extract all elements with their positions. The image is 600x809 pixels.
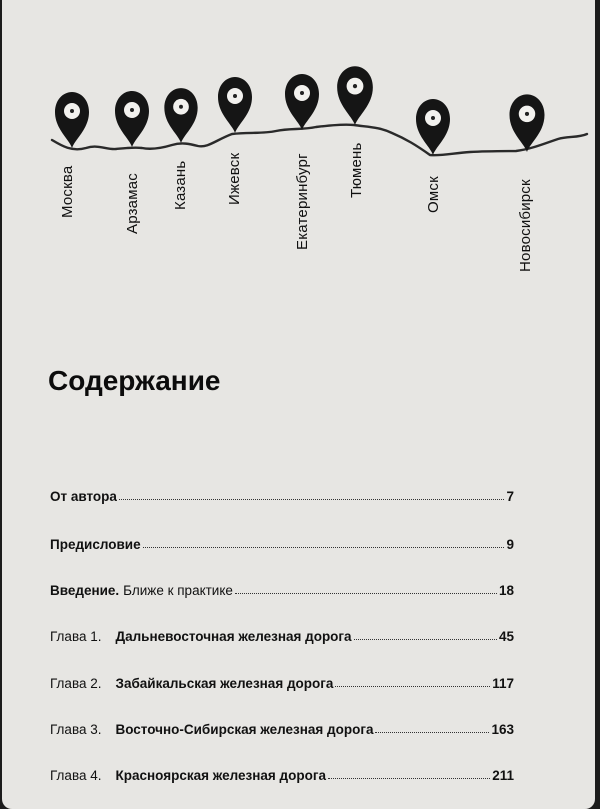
map-pin-icon xyxy=(337,66,373,125)
leader-dots xyxy=(354,639,497,640)
city-label-omsk: Омск xyxy=(425,176,442,213)
toc-entry-title: Забайкальская железная дорога xyxy=(115,676,334,691)
toc-entry-title: Предисловие xyxy=(50,537,141,552)
toc-entry-title: Восточно-Сибирская железная дорога xyxy=(115,722,374,737)
leader-dots xyxy=(143,547,505,548)
map-pin-icon xyxy=(218,77,252,133)
map-pin-icon xyxy=(509,94,544,152)
toc-entry-page: 7 xyxy=(506,489,514,504)
toc-entry-title: От автора xyxy=(50,489,117,504)
toc-entry-page: 45 xyxy=(498,629,514,644)
toc-entry[interactable] xyxy=(50,671,514,691)
city-label-moscow: Москва xyxy=(59,165,76,218)
city-label-izhevsk: Ижевск xyxy=(226,152,243,205)
toc-entry-title: Введение. xyxy=(50,583,120,598)
toc-entry-chapter: Глава 3. xyxy=(50,722,102,737)
city-label-tyumen: Тюмень xyxy=(348,142,365,198)
leader-dots xyxy=(119,499,505,500)
map-pin-icon xyxy=(55,92,89,148)
toc-entry-title: Дальневосточная железная дорога xyxy=(115,629,352,644)
leader-dots xyxy=(235,593,497,594)
leader-dots xyxy=(335,686,490,687)
map-pin-icon xyxy=(285,74,319,130)
toc-entry[interactable] xyxy=(50,763,514,783)
toc-entry[interactable] xyxy=(50,717,514,737)
toc-entry-page: 117 xyxy=(492,676,514,691)
toc-entry[interactable] xyxy=(50,532,514,552)
book-page xyxy=(2,0,595,809)
toc-entry[interactable] xyxy=(50,624,514,644)
city-label-kazan: Казань xyxy=(172,160,189,210)
toc-entry-chapter: Глава 1. xyxy=(50,629,102,644)
toc-entry-page: 163 xyxy=(491,722,514,737)
toc-entry-title: Красноярская железная дорога xyxy=(115,768,326,783)
city-label-arzamas: Арзамас xyxy=(124,173,141,234)
map-pin-icon xyxy=(164,88,197,143)
toc-entry-page: 9 xyxy=(506,537,514,552)
toc-entry[interactable] xyxy=(50,578,514,598)
toc-title: Содержание xyxy=(48,365,221,396)
leader-dots xyxy=(328,778,490,779)
leader-dots xyxy=(375,732,489,733)
map-pin-icon xyxy=(416,99,450,155)
toc-entry[interactable] xyxy=(50,484,514,504)
toc-entry-chapter: Глава 2. xyxy=(50,676,102,691)
toc-entry-subtitle: Ближе к практике xyxy=(123,583,233,598)
route-map xyxy=(2,0,595,300)
toc-entry-page: 211 xyxy=(492,768,514,783)
map-pin-icon xyxy=(115,91,149,147)
city-label-yekaterinburg: Екатеринбург xyxy=(294,153,311,250)
toc-entry-chapter: Глава 4. xyxy=(50,768,102,783)
city-label-novosibirsk: Новосибирск xyxy=(517,179,534,272)
toc-entry-page: 18 xyxy=(498,583,514,598)
